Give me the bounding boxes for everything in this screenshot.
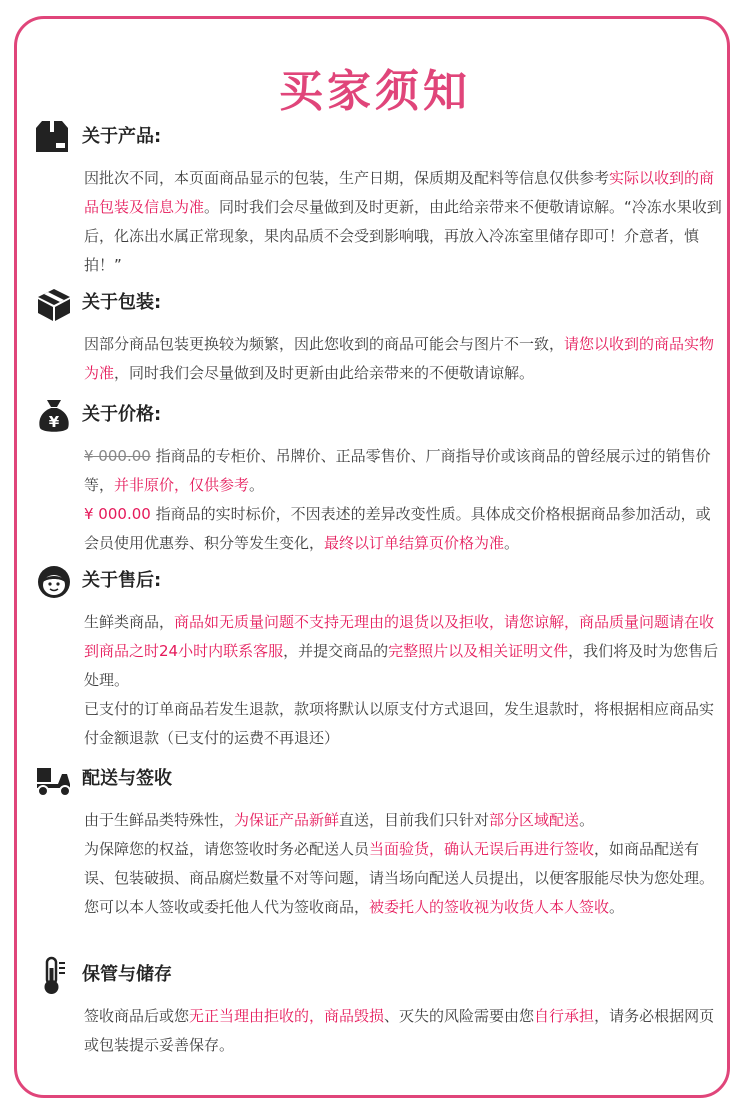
section-body: [84, 164, 724, 280]
body-text: ，同时我们会尽量做到及时更新由此给亲带来的不便敬请谅解。: [114, 364, 535, 382]
body-text: 。: [609, 898, 625, 916]
body-text: 因部分商品包装更换较为频繁，因此您收到的商品可能会与图片不一致，: [84, 335, 565, 353]
paragraph: [84, 893, 724, 922]
paragraph: [84, 608, 724, 695]
package-icon: [34, 284, 74, 324]
delivery-scooter-icon: [34, 760, 74, 800]
body-text: 。: [504, 534, 520, 552]
body-text: 签收商品后或您: [84, 1007, 190, 1025]
highlight-text: 最终以订单结算页价格为准: [324, 534, 505, 552]
paragraph: [84, 1002, 724, 1060]
section-title: 关于价格:: [82, 404, 162, 425]
paragraph: [84, 500, 724, 558]
body-text: ，如商品配送有误、包装破损、商品腐烂数量不对等问题，请当场向配送人员提出，以便客服能尽快为您处理。: [84, 840, 715, 887]
body-text: 。同时我们会尽量做到及时更新，由此给亲带来不便敬请谅解。“冷冻水果收到后，化冻出水属正常现象，果肉品质不会受到影响哦，再放入冷冻室里储存即可！介意者，慎拍！”: [84, 198, 722, 274]
body-text: 生鲜类商品，: [84, 613, 175, 631]
highlight-text: 商品如无质量问题不支持无理由的退货以及拒收，请您谅解，商品质量问题请在收到商品之时24小时内联系客服: [84, 613, 715, 660]
paragraph: [84, 695, 724, 753]
section-price: [34, 396, 724, 558]
page-title: 买家须知: [279, 66, 471, 117]
money-bag-icon: [34, 396, 74, 436]
body-text: 。: [579, 811, 595, 829]
section-title: 保管与储存: [82, 964, 172, 985]
paragraph: [84, 835, 724, 893]
section-after-sales: [34, 562, 724, 753]
section-header: [34, 396, 724, 436]
paragraph: [84, 330, 724, 388]
highlight-text: 为保证产品新鲜: [234, 811, 340, 829]
strikethrough-price: ¥ 000.00: [84, 447, 151, 465]
box-icon: [34, 118, 74, 158]
section-title: 关于产品:: [82, 126, 162, 147]
highlight-text: 自行承担: [534, 1007, 595, 1025]
body-text: ，我们将及时为您售后处理。: [84, 642, 719, 689]
section-header: [34, 562, 724, 602]
body-text: 已支付的订单商品若发生退款，款项将默认以原支付方式退回，发生退款时，将根据相应商品实付金额退款（已支付的运费不再退还）: [84, 700, 715, 747]
section-title: 关于包装:: [82, 292, 162, 313]
body-text: 直送，目前我们只针对: [339, 811, 490, 829]
section-title: 配送与签收: [82, 768, 172, 789]
section-title: 关于售后:: [82, 570, 162, 591]
paragraph: [84, 806, 724, 835]
section-body: [84, 608, 724, 753]
body-text: 。: [249, 476, 265, 494]
highlight-text: 实际以收到的商品包装及信息为准: [84, 169, 715, 216]
paragraph: [84, 164, 724, 280]
section-header: [34, 760, 724, 800]
body-text: ，请务必根据网页或包装提示妥善保存。: [84, 1007, 715, 1054]
section-storage: [34, 956, 724, 1060]
svg-text:¥: ¥: [48, 413, 60, 431]
section-product: [34, 118, 724, 280]
section-header: [34, 956, 724, 996]
highlight-text: ¥ 000.00: [84, 505, 151, 523]
section-body: [84, 806, 724, 922]
paragraph: [84, 442, 724, 500]
highlight-text: 请您以收到的商品实物为准: [84, 335, 715, 382]
body-text: 、灭失的风险需要由您: [384, 1007, 535, 1025]
highlight-text: 部分区域配送: [489, 811, 580, 829]
highlight-text: 并非原价，仅供参考: [114, 476, 250, 494]
highlight-text: 无正当理由拒收的，商品毁损: [189, 1007, 385, 1025]
body-text: ，并提交商品的: [283, 642, 389, 660]
section-delivery: [34, 760, 724, 922]
thermometer-icon: [34, 956, 74, 996]
highlight-text: 当面验货，确认无误后再进行签收: [369, 840, 595, 858]
body-text: 您可以本人签收或委托他人代为签收商品，: [84, 898, 370, 916]
section-body: [84, 1002, 724, 1060]
customer-service-icon: [34, 562, 74, 602]
section-body: [84, 330, 724, 388]
section-header: [34, 284, 724, 324]
highlight-text: 完整照片以及相关证明文件: [388, 642, 569, 660]
body-text: 指商品的实时标价，不因表述的差异改变性质。具体成交价格根据商品参加活动，或会员使用优惠券、积分等发生变化，: [84, 505, 711, 552]
body-text: 为保障您的权益，请您签收时务必配送人员: [84, 840, 370, 858]
section-header: [34, 118, 724, 158]
highlight-text: 被委托人的签收视为收货人本人签收: [369, 898, 610, 916]
body-text: 因批次不同，本页面商品显示的包装，生产日期，保质期及配料等信息仅供参考: [84, 169, 610, 187]
body-text: 由于生鲜品类特殊性，: [84, 811, 235, 829]
body-text: 指商品的专柜价、吊牌价、正品零售价、厂商指导价或该商品的曾经展示过的销售价等，: [84, 447, 711, 494]
section-packaging: [34, 284, 724, 388]
section-body: [84, 442, 724, 558]
